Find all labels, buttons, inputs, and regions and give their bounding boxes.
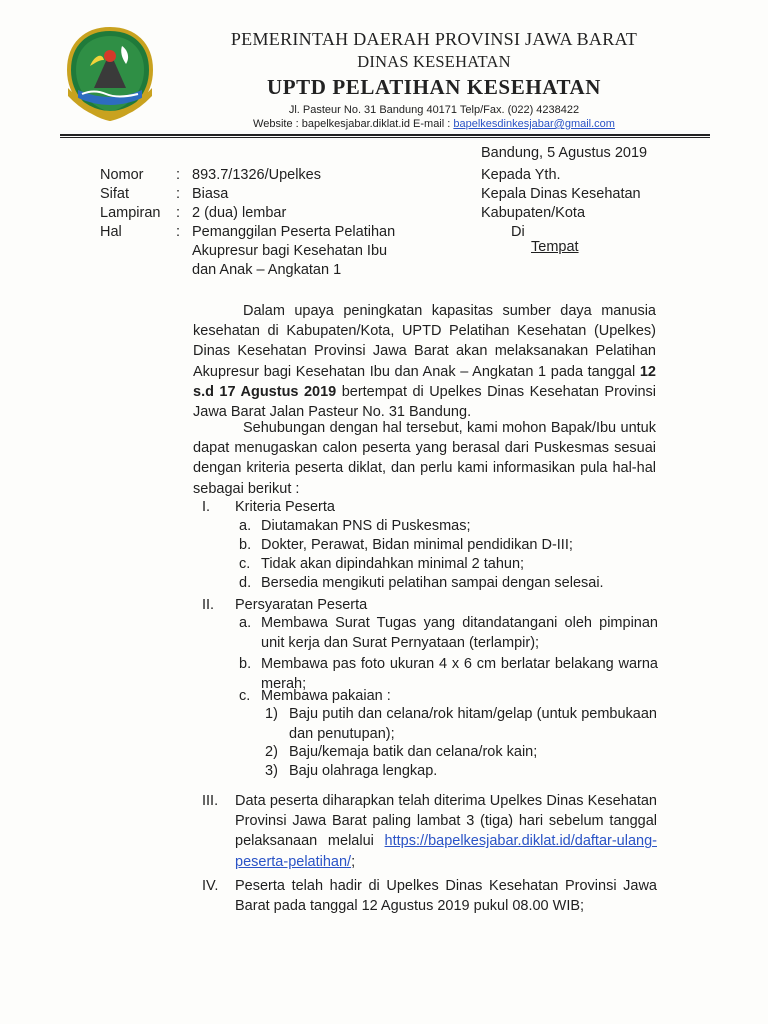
- section-number: II.: [202, 597, 215, 613]
- list-text: Membawa Surat Tugas yang ditandatangani oleh pimpinan unit kerja dan Surat Pernyataan (terlampir);: [261, 615, 658, 652]
- list-text: Membawa pakaian :: [261, 688, 391, 704]
- section-title: Kriteria Peserta: [235, 499, 335, 515]
- body-paragraph-1: [193, 301, 656, 422]
- list-marker: 1): [265, 706, 278, 722]
- list-marker: a.: [239, 518, 252, 534]
- list-text: Diutamakan PNS di Puskesmas;: [261, 518, 471, 534]
- email-link[interactable]: bapelkesdinkesjabar@gmail.com: [453, 118, 615, 130]
- meta-label: Nomor: [100, 167, 144, 183]
- meta-value: dan Anak – Angkatan 1: [192, 262, 342, 278]
- unit-name: UPTD PELATIHAN KESEHATAN: [266, 75, 602, 99]
- paragraph-text: bertempat di Upelkes Dinas Kesehatan Provinsi Jawa Barat Jalan Pasteur No. 31 Bandung.: [193, 383, 656, 421]
- training-dates: 12 s.d 17 Agustus 2019: [193, 363, 656, 400]
- meta-value: Akupresur bagi Kesehatan Ibu: [192, 243, 388, 259]
- letterhead-rule-thin: [60, 137, 710, 138]
- registration-link[interactable]: https://bapelkesjabar.diklat.id/daftar-ulang-peserta-pelatihan/: [235, 833, 657, 870]
- section-number: IV.: [202, 878, 219, 894]
- meta-colon: :: [176, 167, 181, 183]
- addressee-tempat: Tempat: [531, 239, 579, 255]
- meta-value: 893.7/1326/Upelkes: [192, 167, 321, 183]
- section-text: [235, 791, 657, 872]
- meta-value: Biasa: [192, 186, 229, 202]
- letter-date: Bandung, 5 Agustus 2019: [481, 145, 648, 161]
- list-marker: 2): [265, 744, 278, 760]
- addressee-di: Di: [511, 224, 525, 240]
- body-paragraph-2: [193, 418, 656, 499]
- list-marker: d.: [239, 575, 252, 591]
- list-text: Dokter, Perawat, Bidan minimal pendidikan D-III;: [261, 537, 573, 553]
- list-text: Membawa pas foto ukuran 4 x 6 cm berlatar belakang warna merah;: [261, 656, 658, 693]
- meta-colon: :: [176, 186, 181, 202]
- contact-line: [170, 118, 698, 130]
- section-body-end: ;: [351, 853, 356, 870]
- meta-label: Hal: [100, 224, 122, 240]
- addressee-line: Kepala Dinas Kesehatan: [481, 186, 641, 202]
- list-marker: b.: [239, 656, 252, 672]
- section-text: Peserta telah hadir di Upelkes Dinas Kesehatan Provinsi Jawa Barat pada tanggal 12 Agustus 2019 pukul 08.00 WIB;: [235, 878, 657, 915]
- meta-colon: :: [176, 205, 181, 221]
- list-text: Baju putih dan celana/rok hitam/gelap (untuk pembukaan dan penutupan);: [289, 706, 657, 743]
- meta-label: Sifat: [100, 186, 130, 202]
- paragraph-text: Dalam upaya peningkatan kapasitas sumber daya manusia kesehatan di Kabupaten/Kota, UPTD Pelatihan Kesehatan (Upelkes) Dinas Kesehatan Provinsi Jawa Barat akan melaksanakan Pelatihan Akupresur bagi Kesehatan Ibu dan Anak – Angkatan 1 pada tanggal: [193, 303, 656, 380]
- list-marker: b.: [239, 537, 252, 553]
- website-text: Website : bapelkesjabar.diklat.id E-mail :: [253, 118, 454, 130]
- government-name: PEMERINTAH DAERAH PROVINSI JAWA BARAT: [230, 29, 638, 49]
- section-body: Data peserta diharapkan telah diterima Upelkes Dinas Kesehatan Provinsi Jawa Barat paling lambat 3 (tiga) hari sebelum tanggal pelaksanaan melalui: [235, 793, 657, 850]
- agency-name: DINAS KESEHATAN: [357, 52, 511, 71]
- list-text: Bersedia mengikuti pelatihan sampai dengan selesai.: [261, 575, 604, 591]
- section-number: III.: [202, 793, 219, 809]
- list-text: Baju olahraga lengkap.: [289, 763, 438, 779]
- west-java-emblem-logo: [64, 26, 156, 122]
- list-marker: 3): [265, 763, 278, 779]
- meta-value: Pemanggilan Peserta Pelatihan: [192, 224, 396, 240]
- list-marker: c.: [239, 556, 251, 572]
- office-address: Jl. Pasteur No. 31 Bandung 40171 Telp/Fax. (022) 4238422: [288, 104, 580, 116]
- section-number: I.: [202, 499, 211, 515]
- paragraph-text: Sehubungan dengan hal tersebut, kami mohon Bapak/Ibu untuk dapat menugaskan calon peserta yang berasal dari Puskesmas sesuai dengan kriteria peserta diklat, dan perlu kami informasikan pula hal-hal sebagai berikut :: [193, 420, 656, 497]
- list-marker: c.: [239, 688, 251, 704]
- letterhead-rule-thick: [60, 134, 710, 136]
- list-text: Baju/kemaja batik dan celana/rok kain;: [289, 744, 538, 760]
- meta-value: 2 (dua) lembar: [192, 205, 287, 221]
- meta-colon: :: [176, 224, 181, 240]
- section-title: Persyaratan Peserta: [235, 597, 368, 613]
- addressee-line: Kabupaten/Kota: [481, 205, 586, 221]
- list-marker: a.: [239, 615, 252, 631]
- list-text: Tidak akan dipindahkan minimal 2 tahun;: [261, 556, 525, 572]
- meta-label: Lampiran: [100, 205, 161, 221]
- addressee-line: Kepada Yth.: [481, 167, 561, 183]
